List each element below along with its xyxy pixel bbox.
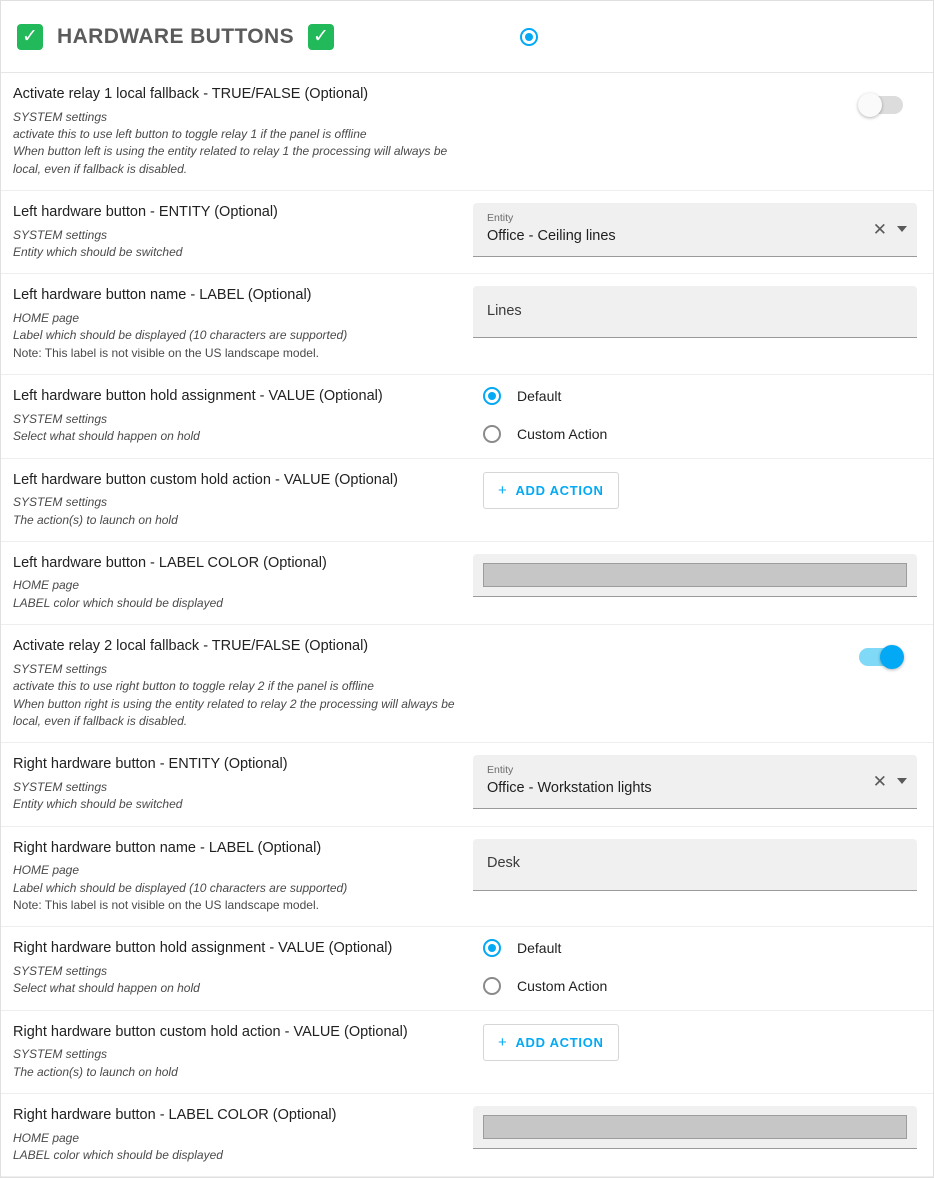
row-control (473, 387, 917, 443)
row-sub-2: The action(s) to launch on hold (13, 1064, 178, 1079)
left-entity-field[interactable] (473, 203, 917, 257)
left-label-field[interactable] (473, 286, 917, 338)
row-label-group (13, 554, 473, 612)
row-label: Right hardware button custom hold action - VALUE (Optional) (13, 1023, 408, 1040)
row-left-hold-assignment (1, 375, 933, 458)
row-label: Left hardware button name - LABEL (Optional) (13, 287, 312, 304)
row-label: Activate relay 1 local fallback - TRUE/FALSE (Optional) (13, 86, 369, 102)
right-label-field[interactable] (473, 839, 917, 891)
row-label: Right hardware button hold assignment - VALUE (Optional) (13, 940, 393, 957)
radio-button-custom-action[interactable] (483, 425, 501, 443)
row-sub-2: Entity which should be switched (13, 245, 183, 260)
row-sub-1: SYSTEM settings (13, 964, 108, 978)
field-value: Office - Workstation lights (487, 779, 652, 796)
row-sub-1: SYSTEM settings (13, 495, 108, 510)
radio-option-default[interactable] (483, 387, 607, 405)
clear-icon[interactable]: ✕ (872, 771, 887, 791)
row-label-group (13, 85, 473, 178)
row-sub-1: SYSTEM settings (13, 661, 108, 676)
row-right-label-color (1, 1094, 933, 1177)
row-sub-2: activate this to use left button to toggle relay 1 if the panel is offline (13, 126, 367, 141)
field-text (487, 213, 865, 245)
plus-icon: + (498, 1034, 508, 1052)
radio-label-default: Default (517, 940, 562, 957)
add-action-label: ADD ACTION (515, 1035, 604, 1051)
right-hold-radio-group (473, 939, 607, 995)
color-swatch[interactable] (483, 1115, 907, 1139)
radio-option-custom-action[interactable] (483, 425, 607, 443)
toggle-knob (858, 93, 882, 117)
row-sub-2: Entity which should be switched (13, 797, 183, 812)
right-label-color-field[interactable] (473, 1106, 917, 1149)
row-control (473, 554, 917, 597)
row-sub-1: SYSTEM settings (13, 109, 108, 124)
row-control (473, 286, 917, 338)
row-control (473, 939, 917, 995)
field-label: Entity (487, 212, 514, 225)
row-sub-1: HOME page (13, 1130, 80, 1145)
row-sub-1: HOME page (13, 311, 80, 326)
radio-label-default: Default (517, 388, 562, 405)
color-swatch[interactable] (483, 563, 907, 587)
toggle-knob (880, 645, 904, 669)
add-action-button-right[interactable] (483, 1024, 619, 1061)
add-action-label: ADD ACTION (515, 483, 604, 499)
row-sub-2: Label which should be displayed (10 characters are supported) (13, 880, 348, 895)
radio-button-default[interactable] (483, 939, 501, 957)
field-value: Desk (487, 855, 521, 871)
row-sub-2: The action(s) to launch on hold (13, 512, 178, 527)
row-sub-1: SYSTEM settings (13, 779, 108, 794)
field-text (487, 855, 907, 872)
row-label-group (13, 471, 473, 529)
row-right-label (1, 827, 933, 928)
radio-button-default[interactable] (483, 387, 501, 405)
section-header (1, 1, 933, 73)
row-label: Left hardware button - ENTITY (Optional) (13, 204, 278, 221)
field-value: Office - Ceiling lines (487, 227, 616, 244)
row-control (473, 637, 917, 677)
row-sub-2: Label which should be displayed (10 characters are supported) (13, 328, 348, 343)
row-label-group (13, 637, 473, 730)
row-label: Right hardware button - LABEL COLOR (Optional) (13, 1107, 337, 1124)
field-label: Entity (487, 764, 514, 777)
row-label: Left hardware button - LABEL COLOR (Optional) (13, 554, 327, 571)
row-relay2-fallback (1, 625, 933, 743)
row-right-entity (1, 743, 933, 826)
radio-label-custom-action: Custom Action (517, 978, 608, 995)
check-icon[interactable]: ✓ (308, 24, 334, 50)
row-label-group (13, 1106, 473, 1164)
chevron-down-icon[interactable] (897, 778, 907, 784)
field-icons (873, 773, 907, 790)
row-left-label (1, 274, 933, 375)
field-icons (873, 221, 907, 238)
row-label: Left hardware button hold assignment - VALUE (Optional) (13, 388, 383, 405)
row-label: Right hardware button - ENTITY (Optional) (13, 756, 288, 773)
row-sub-2: LABEL color which should be displayed (13, 595, 223, 610)
row-right-custom-hold-action (1, 1011, 933, 1094)
field-text (487, 303, 907, 320)
row-label-group (13, 755, 473, 813)
row-control (473, 755, 917, 809)
row-sub-1: SYSTEM settings (13, 411, 108, 426)
row-sub-1: HOME page (13, 578, 80, 593)
row-sub-1: SYSTEM settings (13, 227, 108, 242)
row-sub-2: Select what should happen on hold (13, 429, 200, 444)
row-left-label-color (1, 542, 933, 625)
field-value: Lines (487, 302, 522, 319)
row-sub-3: When button right is using the entity related to relay 2 the processing will always be local, even if fallback is disabled. (13, 696, 455, 728)
add-action-button-left[interactable] (483, 472, 619, 509)
row-label: Activate relay 2 local fallback - TRUE/FALSE (Optional) (13, 638, 369, 655)
field-text (487, 765, 865, 797)
radio-label-custom-action: Custom Action (517, 426, 608, 443)
radio-button-custom-action[interactable] (483, 977, 501, 995)
row-sub-2: Select what should happen on hold (13, 981, 200, 996)
row-label-group (13, 939, 473, 997)
relay1-fallback-toggle[interactable] (859, 96, 903, 114)
radio-option-custom-action[interactable] (483, 977, 607, 995)
plus-icon: + (498, 482, 508, 500)
row-sub-2: activate this to use right button to toggle relay 2 if the panel is offline (13, 679, 374, 694)
radio-option-default[interactable] (483, 939, 607, 957)
row-control (473, 203, 917, 257)
row-label: Right hardware button name - LABEL (Optional) (13, 839, 322, 856)
row-sub-3: Note: This label is not visible on the US landscape model. (13, 898, 319, 913)
row-right-hold-assignment (1, 927, 933, 1010)
row-control (473, 471, 917, 511)
row-control (473, 839, 917, 891)
toggle-wrapper (473, 648, 917, 666)
left-hold-radio-group (473, 387, 607, 443)
row-left-custom-hold-action (1, 459, 933, 542)
left-label-color-field[interactable] (473, 554, 917, 597)
check-icon[interactable]: ✓ (17, 24, 43, 50)
row-sub-1: SYSTEM settings (13, 1047, 108, 1062)
row-sub-3: Note: This label is not visible on the US landscape model. (13, 345, 319, 360)
row-control (473, 1023, 917, 1063)
row-label-group (13, 286, 473, 362)
page-title: HARDWARE BUTTONS (57, 24, 295, 48)
row-relay1-fallback (1, 73, 933, 191)
row-label-group (13, 387, 473, 445)
row-label-group (13, 839, 473, 915)
header-radio-button[interactable] (520, 28, 538, 46)
row-label-group (13, 203, 473, 261)
clear-icon[interactable]: ✕ (872, 219, 887, 239)
row-sub-3: When button left is using the entity related to relay 1 the processing will always be local, even if fallback is disabled. (13, 144, 448, 176)
row-label-group (13, 1023, 473, 1081)
row-control (473, 1106, 917, 1149)
chevron-down-icon[interactable] (897, 226, 907, 232)
row-label: Left hardware button custom hold action - VALUE (Optional) (13, 471, 398, 488)
header-radio-wrapper (520, 28, 538, 46)
row-left-entity (1, 191, 933, 274)
row-sub-1: HOME page (13, 863, 80, 878)
relay2-fallback-toggle[interactable] (859, 648, 903, 666)
toggle-wrapper (473, 96, 917, 114)
row-control (473, 85, 917, 125)
right-entity-field[interactable] (473, 755, 917, 809)
row-sub-2: LABEL color which should be displayed (13, 1148, 223, 1163)
